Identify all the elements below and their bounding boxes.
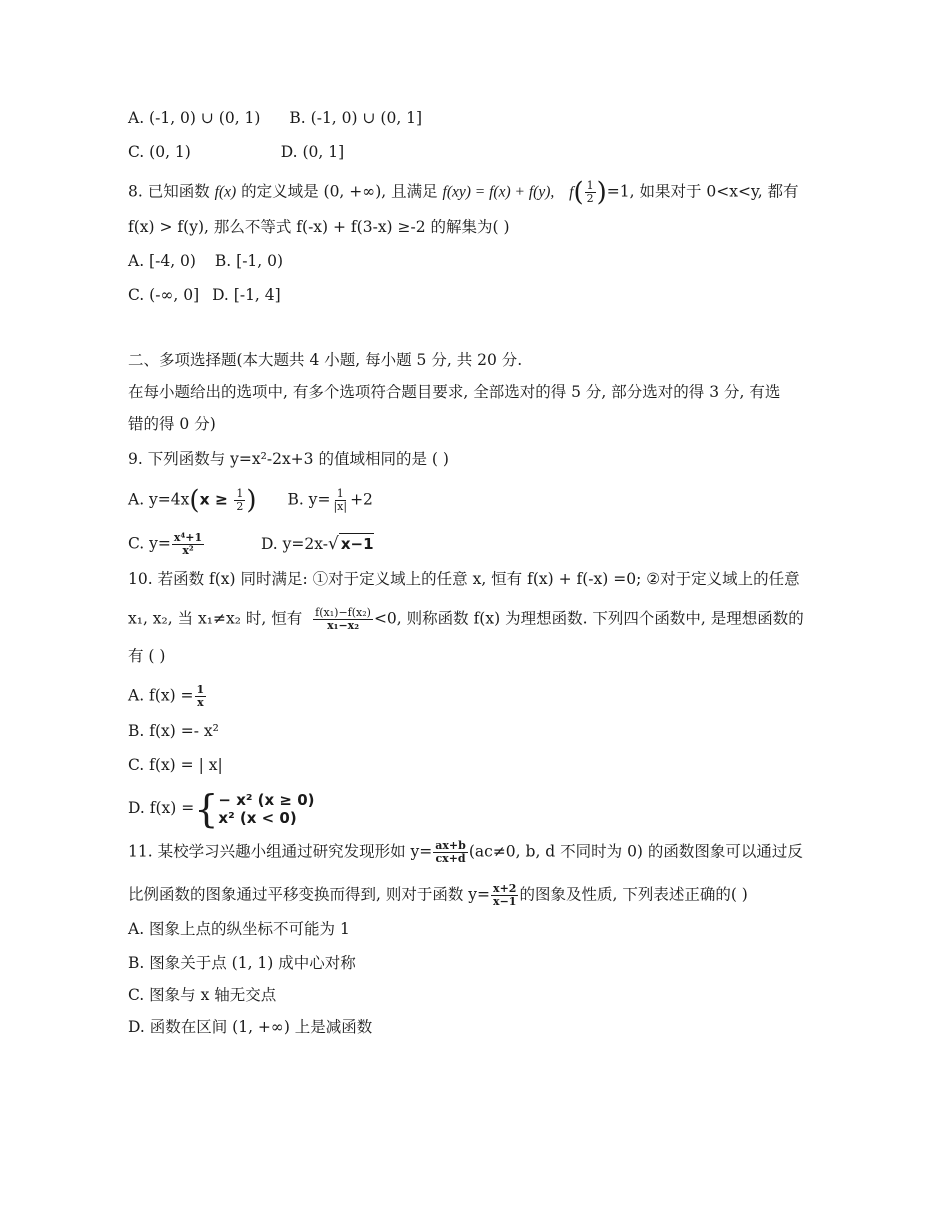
q10-d-cases <box>218 791 314 827</box>
q9-c-fraction <box>172 532 204 557</box>
q10-a-fraction <box>195 684 207 709</box>
q9-d-radicand: x−1 <box>340 534 374 553</box>
q10-a-den: x <box>197 696 204 709</box>
q10-stem-line1: 10. 若函数 f(x) 同时满足: ①对于定义域上的任意 x, 恒有 f(x) + f(-x) =0; ②对于定义域上的任意 <box>128 570 800 588</box>
q11-stem-line1 <box>128 840 803 865</box>
q8-fx: f(x) <box>214 183 237 201</box>
q10-frac-den: x₁−x₂ <box>327 619 360 632</box>
q9-options-row1 <box>128 485 373 516</box>
q8-paren-right: ) <box>596 177 607 208</box>
q11-line2-pre: 比例函数的图象通过平移变换而得到, 则对于函数 y= <box>128 885 491 904</box>
q11-frac2-den: x−1 <box>493 895 517 908</box>
q10-d-case2: x² (x < 0) <box>218 809 297 827</box>
q11-stem-line2 <box>128 883 748 908</box>
q9-d-radical: √ <box>327 533 339 554</box>
q9-a-den: 2 <box>236 500 244 513</box>
q9-a-paren-right: ) <box>246 485 257 516</box>
q9-option-c-pre: C. y= <box>128 534 171 553</box>
q11-option-c: C. 图象与 x 轴无交点 <box>128 986 277 1004</box>
q8-option-c: C. (-∞, 0] <box>128 286 200 304</box>
q10-fraction <box>313 607 373 632</box>
q9-a-condition: x ≥ <box>199 490 234 509</box>
q8-options-row1 <box>128 251 283 271</box>
q9-a-fraction <box>234 488 245 513</box>
q7-option-d: D. (0, 1] <box>280 143 345 161</box>
section2-desc-line1: 在每小题给出的选项中, 有多个选项符合题目要求, 全部选对的得 5 分, 部分选对的得 3 分, 有选 <box>128 383 781 401</box>
q10-line2-post: <0, 则称函数 f(x) 为理想函数. 下列四个函数中, 是理想函数的 <box>373 609 804 628</box>
q7-options-row1 <box>128 108 422 128</box>
q11-frac2-num: x+2 <box>493 882 517 895</box>
q7-option-c: C. (0, 1) <box>128 143 191 161</box>
q10-d-brace: { <box>194 787 219 831</box>
q11-frac1-num: ax+b <box>435 839 466 852</box>
q9-option-b-pre: B. y= <box>287 490 331 509</box>
q9-option-c <box>128 532 256 557</box>
q10-option-a <box>128 684 207 709</box>
q7-option-a: A. (-1, 0) ∪ (0, 1) <box>128 109 261 127</box>
q8-option-b: B. [-1, 0) <box>214 252 284 270</box>
q10-d-case1: − x² (x ≥ 0) <box>218 791 315 809</box>
q8-options-row2 <box>128 285 281 305</box>
q8-stem-line1 <box>128 177 799 208</box>
q9-options-row2 <box>128 532 374 557</box>
q11-option-a: A. 图象上点的纵坐标不可能为 1 <box>128 920 350 938</box>
q9-c-num: x⁴+1 <box>173 531 203 544</box>
q10-a-num: 1 <box>196 683 205 696</box>
q11-option-b: B. 图象关于点 (1, 1) 成中心对称 <box>128 954 356 972</box>
q8-half-den: 2 <box>586 192 594 205</box>
q9-option-a-expr: A. y=4x <box>128 490 190 509</box>
q8-stem-line2: f(x) > f(y), 那么不等式 f(-x) + f(3-x) ≥-2 的解集为( ) <box>128 218 510 236</box>
q9-option-d-pre: D. y=2x- <box>260 534 328 553</box>
q8-half-num: 1 <box>586 179 594 192</box>
q10-option-b: B. f(x) =- x² <box>128 722 219 740</box>
q8-f-half: f <box>569 183 574 201</box>
q10-option-d <box>128 787 315 831</box>
q7-options-row2 <box>128 142 344 162</box>
q8-stem-pre: 8. 已知函数 <box>128 182 215 201</box>
q10-option-d-pre: D. f(x) = <box>128 799 195 817</box>
q10-option-c: C. f(x) = | x| <box>128 756 223 774</box>
q8-option-a: A. [-4, 0) <box>128 252 196 270</box>
q11-line1-pre: 11. 某校学习兴趣小组通过研究发现形如 y= <box>128 842 433 861</box>
q8-half-fraction <box>585 180 596 205</box>
q9-c-den: x² <box>182 544 194 557</box>
q8-stem-mid: 的定义域是 (0, +∞), 且满足 <box>236 182 443 201</box>
q10-stem-line2 <box>128 607 804 632</box>
q8-condition: f(xy) = f(x) + f(y), <box>442 183 555 201</box>
section2-desc-line2: 错的得 0 分) <box>128 415 216 433</box>
q9-b-den: |x| <box>333 500 348 513</box>
q10-stem-line3: 有 ( ) <box>128 647 166 665</box>
q7-option-b: B. (-1, 0) ∪ (0, 1] <box>289 109 423 127</box>
q9-a-paren-left: ( <box>189 485 200 516</box>
q11-fraction1 <box>433 840 468 865</box>
q11-line1-post: (ac≠0, b, d 不同时为 0) 的函数图象可以通过反 <box>468 842 803 861</box>
q9-option-b <box>287 488 372 513</box>
q9-option-b-post: +2 <box>350 490 373 509</box>
q11-line2-post: 的图象及性质, 下列表述正确的( ) <box>519 885 748 904</box>
q8-paren-left: ( <box>573 177 584 208</box>
q10-line2-pre: x₁, x₂, 当 x₁≠x₂ 时, 恒有 <box>128 609 303 628</box>
q11-frac1-den: cx+d <box>435 852 466 865</box>
q9-option-a <box>128 485 257 516</box>
section2-title: 二、多项选择题(本大题共 4 小题, 每小题 5 分, 共 20 分. <box>128 351 523 369</box>
q11-fraction2 <box>491 883 518 908</box>
q9-option-d <box>261 533 374 554</box>
q9-b-fraction <box>331 488 349 513</box>
q8-stem-post: =1, 如果对于 0<x<y, 都有 <box>606 182 799 201</box>
q9-a-num: 1 <box>236 487 244 500</box>
q8-option-d: D. [-1, 4] <box>212 286 281 304</box>
q11-option-d: D. 函数在区间 (1, +∞) 上是减函数 <box>128 1018 373 1036</box>
q10-frac-num: f(x₁)−f(x₂) <box>315 606 371 619</box>
q10-option-a-pre: A. f(x) = <box>128 686 194 705</box>
q9-stem: 9. 下列函数与 y=x²-2x+3 的值域相同的是 ( ) <box>128 450 449 468</box>
q9-b-num: 1 <box>336 487 344 500</box>
